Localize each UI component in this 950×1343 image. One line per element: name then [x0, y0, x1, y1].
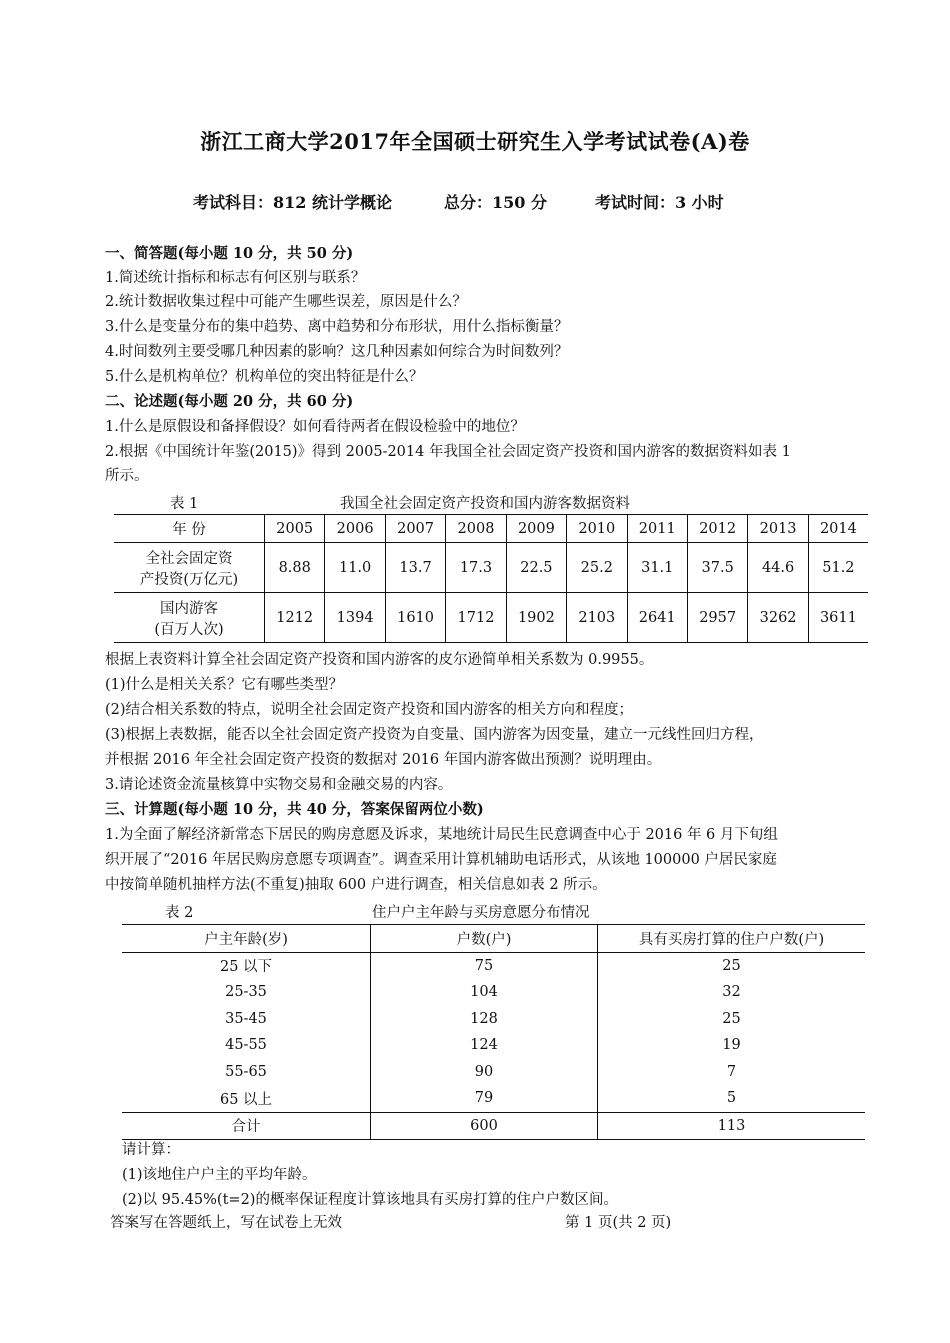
- table1-cell: 11.0: [325, 543, 385, 593]
- section2-question-3: 3.请论述资金流量核算中实物交易和金融交易的内容。: [105, 777, 453, 793]
- table1-label: 表 1: [170, 496, 199, 512]
- table2-label: 表 2: [165, 905, 194, 921]
- table2-title: 住户户主年龄与买房意愿分布情况: [372, 905, 590, 921]
- table2-cell: 45-55: [122, 1032, 371, 1059]
- table1-year: 2005: [265, 515, 325, 543]
- table2-row: [122, 952, 865, 979]
- section2-sub-3a: (3)根据上表数据，能否以全社会固定资产投资为自变量、国内游客为因变量，建立一元线性回归方程，: [105, 727, 764, 743]
- table2-cell: 75: [371, 952, 598, 979]
- table2-cell: 19: [598, 1032, 866, 1059]
- table1-row1-label: [114, 543, 265, 593]
- table1-year-header: 年 份: [114, 515, 265, 543]
- table1-cell: 1610: [385, 593, 445, 643]
- table2-cell: 55-65: [122, 1059, 371, 1086]
- table2-cell: 65 以上: [122, 1085, 371, 1112]
- table1-year: 2011: [627, 515, 687, 543]
- table1-cell: 44.6: [748, 543, 808, 593]
- table1-year: 2008: [446, 515, 506, 543]
- table2: [122, 924, 865, 1140]
- table1-year: 2014: [808, 515, 868, 543]
- section1-question-2: 2.统计数据收集过程中可能产生哪些误差，原因是什么？: [105, 294, 467, 310]
- table1-year: 2006: [325, 515, 385, 543]
- section1-question-4: 4.时间数列主要受哪几种因素的影响？这几种因素如何综合为时间数列？: [105, 344, 569, 360]
- table2-row: [122, 1032, 865, 1059]
- table2-header-row: [122, 925, 865, 953]
- table2-header-buyers: 具有买房打算的住户户数(户): [598, 925, 866, 953]
- table2-cell: 79: [371, 1085, 598, 1112]
- table1-cell: 1212: [265, 593, 325, 643]
- table1-year: 2007: [385, 515, 445, 543]
- footer-note: 答案写在答题纸上，写在试卷上无效: [110, 1215, 342, 1231]
- table2-cell: 124: [371, 1032, 598, 1059]
- table2-cell: 25 以下: [122, 952, 371, 979]
- table2-cell: 5: [598, 1085, 866, 1112]
- table1-year: 2013: [748, 515, 808, 543]
- table1-cell: 51.2: [808, 543, 868, 593]
- table1-cell: 25.2: [567, 543, 627, 593]
- section1-question-5: 5.什么是机构单位？机构单位的突出特征是什么？: [105, 369, 424, 385]
- table1-row1-label-a: 全社会固定资: [145, 550, 233, 567]
- table1-cell: 3262: [748, 593, 808, 643]
- table2-cell: 32: [598, 979, 866, 1006]
- table1-cell: 2103: [567, 593, 627, 643]
- section3-calc-2: (2)以 95.45%(t=2)的概率保证程度计算该地具有买房打算的住户户数区间。: [122, 1192, 618, 1208]
- table2-row: [122, 1085, 865, 1112]
- exam-info-line: [193, 190, 724, 213]
- section1-heading: 一、简答题(每小题 10 分，共 50 分): [105, 245, 354, 262]
- table1-cell: 3611: [808, 593, 868, 643]
- exam-subject: 考试科目：812 统计学概论: [193, 193, 392, 212]
- section2-sub-1: (1)什么是相关关系？它有哪些类型？: [105, 677, 344, 693]
- table1-cell: 22.5: [506, 543, 566, 593]
- section1-question-3: 3.什么是变量分布的集中趋势、离中趋势和分布形状，用什么指标衡量？: [105, 319, 569, 335]
- table2-row: [122, 979, 865, 1006]
- table2-cell: 104: [371, 979, 598, 1006]
- table1-row2-label: [114, 593, 265, 643]
- table1-row2-label-b: (百万人次): [154, 621, 224, 638]
- table2-cell: 128: [371, 1006, 598, 1033]
- table1-row1-label-b: 产投资(万亿元): [139, 571, 239, 588]
- table2-row: [122, 1059, 865, 1086]
- table1-year: 2012: [687, 515, 747, 543]
- table2-total-cell: 600: [371, 1112, 598, 1140]
- table1-cell: 1902: [506, 593, 566, 643]
- exam-title: 浙江工商大学2017年全国硕士研究生入学考试试卷(A)卷: [200, 129, 750, 154]
- table1-year: 2010: [567, 515, 627, 543]
- section2-after-table: 根据上表资料计算全社会固定资产投资和国内游客的皮尔逊简单相关系数为 0.9955。: [105, 652, 654, 668]
- footer-page-number: 第 1 页(共 2 页): [565, 1215, 672, 1231]
- table1-cell: 17.3: [446, 543, 506, 593]
- exam-total-score: 总分：150 分: [443, 193, 547, 212]
- table2-cell: 25: [598, 952, 866, 979]
- table1-cell: 1712: [446, 593, 506, 643]
- section3-calc-prompt: 请计算：: [122, 1142, 180, 1158]
- table1-header-row: [114, 515, 868, 543]
- section1-question-1: 1.简述统计指标和标志有何区别与联系？: [105, 270, 366, 286]
- exam-time: 考试时间：3 小时: [594, 193, 724, 212]
- table1-cell: 8.88: [265, 543, 325, 593]
- section3-para-line1: 1.为全面了解经济新常态下居民的购房意愿及诉求，某地统计局民生民意调查中心于 2016 年 6 月下旬组: [105, 827, 778, 843]
- table1-row2-label-a: 国内游客: [160, 600, 218, 617]
- table2-total-row: [122, 1112, 865, 1140]
- section3-para-line3: 中按简单随机抽样方法(不重复)抽取 600 户进行调查，相关信息如表 2 所示。: [105, 877, 607, 893]
- table2-cell: 90: [371, 1059, 598, 1086]
- section2-heading: 二、论述题(每小题 20 分，共 60 分): [105, 393, 354, 410]
- table2-row: [122, 1006, 865, 1033]
- table1-cell: 1394: [325, 593, 385, 643]
- table1-cell: 2641: [627, 593, 687, 643]
- section2-question-1: 1.什么是原假设和备择假设？如何看待两者在假设检验中的地位？: [105, 419, 525, 435]
- section3-para-line2: 织开展了“2016 年居民购房意愿专项调查”。调查采用计算机辅助电话形式，从该地 100000 户居民家庭: [105, 852, 777, 868]
- table2-cell: 25-35: [122, 979, 371, 1006]
- table2-total-cell: 113: [598, 1112, 866, 1140]
- table1-row-tourists: [114, 593, 868, 643]
- section2-sub-3b: 并根据 2016 年全社会固定资产投资的数据对 2016 年国内游客做出预测？说明理由。: [105, 752, 662, 768]
- table1-year: 2009: [506, 515, 566, 543]
- table2-cell: 35-45: [122, 1006, 371, 1033]
- table1-cell: 37.5: [687, 543, 747, 593]
- table2-cell: 25: [598, 1006, 866, 1033]
- table1-cell: 31.1: [627, 543, 687, 593]
- table1-cell: 13.7: [385, 543, 445, 593]
- table2-header-households: 户数(户): [371, 925, 598, 953]
- section2-sub-2: (2)结合相关系数的特点，说明全社会固定资产投资和国内游客的相关方向和程度；: [105, 702, 634, 718]
- table1-title: 我国全社会固定资产投资和国内游客数据资料: [340, 496, 630, 512]
- section2-question-2-line2: 所示。: [105, 468, 149, 484]
- table2-total-cell: 合计: [122, 1112, 371, 1140]
- section2-question-2-line1: 2.根据《中国统计年鉴(2015)》得到 2005-2014 年我国全社会固定资产投资和国内游客的数据资料如表 1: [105, 444, 791, 460]
- section3-heading: 三、计算题(每小题 10 分，共 40 分，答案保留两位小数): [105, 801, 484, 818]
- table1-row-investment: [114, 543, 868, 593]
- table2-cell: 7: [598, 1059, 866, 1086]
- table1: [114, 514, 868, 643]
- table2-header-age: 户主年龄(岁): [122, 925, 371, 953]
- section3-calc-1: (1)该地住户户主的平均年龄。: [122, 1167, 317, 1183]
- table1-cell: 2957: [687, 593, 747, 643]
